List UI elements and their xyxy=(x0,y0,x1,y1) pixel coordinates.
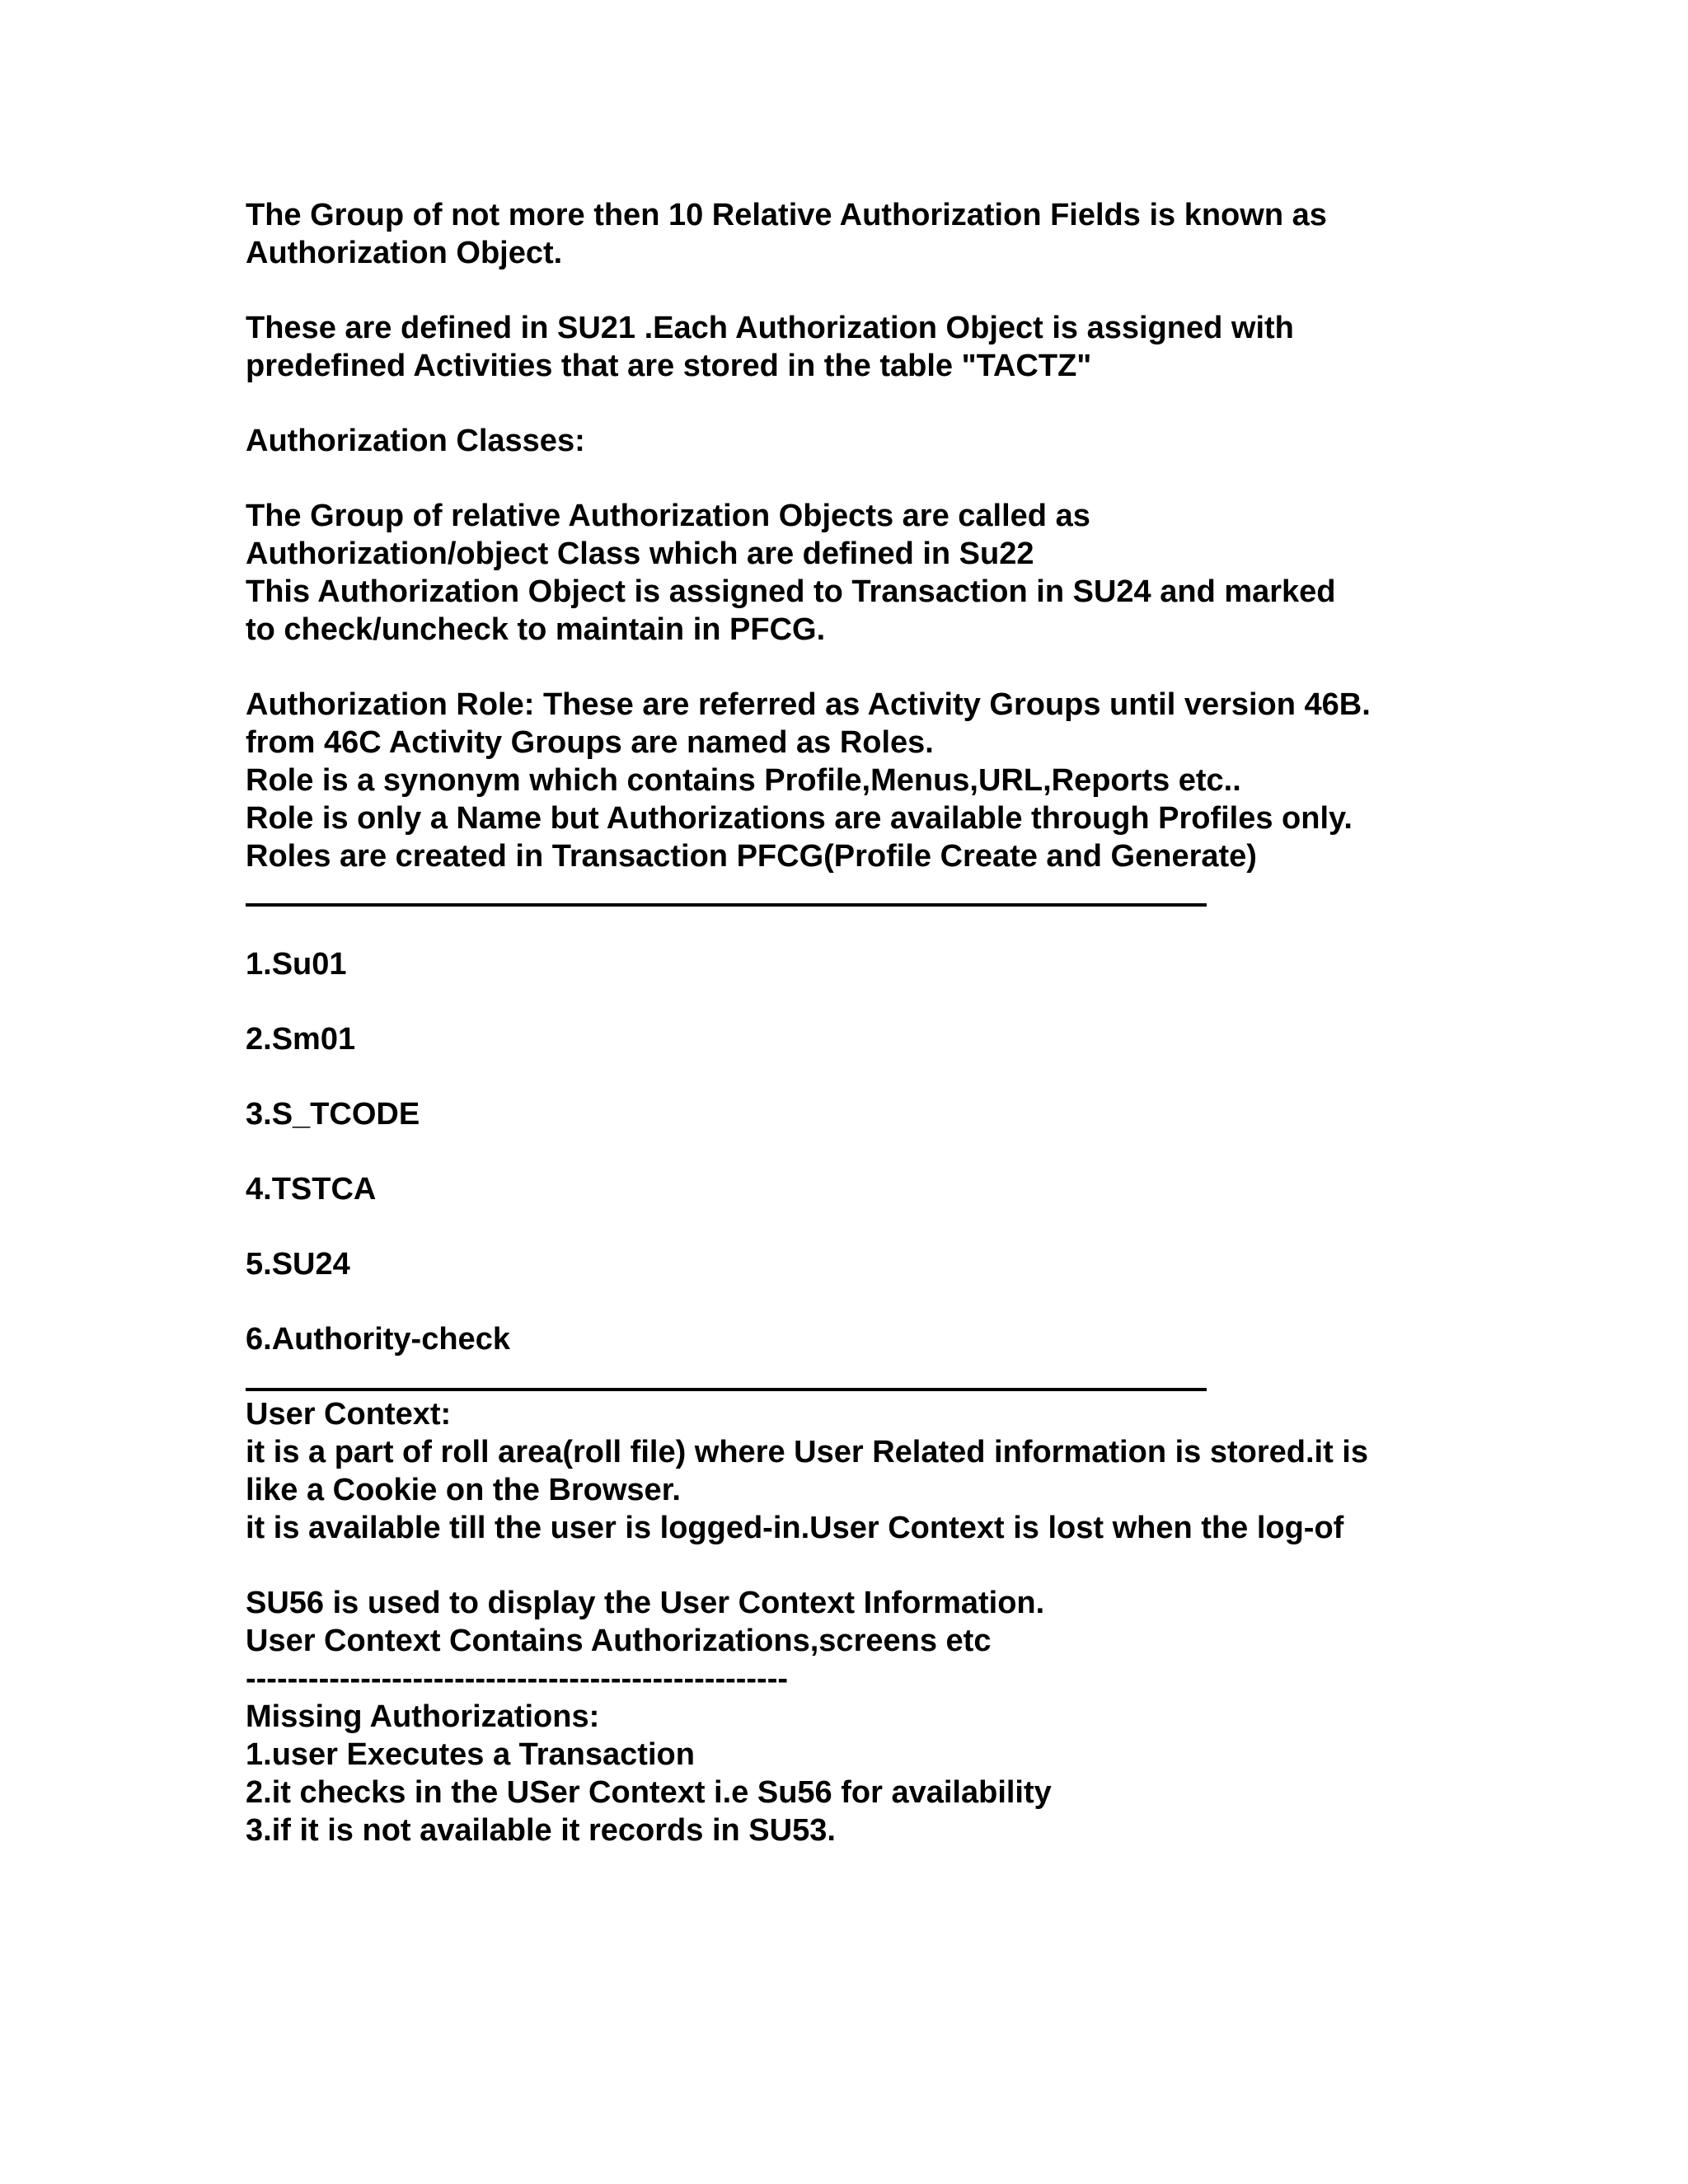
paragraph-line: Roles are created in Transaction PFCG(Profile Create and Generate) xyxy=(246,839,1257,874)
horizontal-rule xyxy=(246,903,1207,907)
paragraph-line: predefined Activities that are stored in the table "TACTZ" xyxy=(246,349,1092,383)
section-heading: User Context: xyxy=(246,1397,452,1432)
list-item: 2.it checks in the USer Context i.e Su56 for availability xyxy=(246,1775,1052,1810)
list-item: 1.user Executes a Transaction xyxy=(246,1737,695,1772)
list-item: 1.Su01 xyxy=(246,947,347,982)
paragraph-line: like a Cookie on the Browser. xyxy=(246,1473,681,1507)
list-item: 4.TSTCA xyxy=(246,1172,377,1207)
paragraph-line: The Group of relative Authorization Objects are called as xyxy=(246,499,1090,533)
paragraph-line: it is available till the user is logged-in.User Context is lost when the log-of xyxy=(246,1511,1344,1545)
horizontal-rule xyxy=(246,1388,1207,1391)
paragraph-line: SU56 is used to display the User Context Information. xyxy=(246,1586,1045,1620)
paragraph-line: from 46C Activity Groups are named as Roles. xyxy=(246,725,934,760)
list-item: 5.SU24 xyxy=(246,1247,350,1282)
paragraph-line: User Context Contains Authorizations,screens etc xyxy=(246,1624,992,1658)
list-item: 3.S_TCODE xyxy=(246,1097,420,1132)
paragraph-line: Authorization/object Class which are defined in Su22 xyxy=(246,537,1034,571)
paragraph-line: Authorization Role: These are referred as Activity Groups until version 46B. xyxy=(246,687,1371,722)
section-heading: Authorization Classes: xyxy=(246,424,585,458)
dash-separator: ---------------------------------------------------- xyxy=(246,1661,789,1696)
paragraph-line: Role is only a Name but Authorizations are available through Profiles only. xyxy=(246,801,1353,836)
paragraph-line: it is a part of roll area(roll file) where User Related information is stored.it is xyxy=(246,1435,1368,1469)
paragraph-line: These are defined in SU21 .Each Authorization Object is assigned with xyxy=(246,311,1294,345)
paragraph-line: Authorization Object. xyxy=(246,236,563,270)
paragraph-line: to check/uncheck to maintain in PFCG. xyxy=(246,612,826,647)
paragraph-line: The Group of not more then 10 Relative Authorization Fields is known as xyxy=(246,198,1327,232)
paragraph-line: Role is a synonym which contains Profile,Menus,URL,Reports etc.. xyxy=(246,763,1241,798)
paragraph-line: This Authorization Object is assigned to Transaction in SU24 and marked xyxy=(246,574,1336,609)
section-heading: Missing Authorizations: xyxy=(246,1699,600,1734)
list-item: 6.Authority-check xyxy=(246,1322,510,1357)
list-item: 3.if it is not available it records in SU53. xyxy=(246,1813,836,1848)
list-item: 2.Sm01 xyxy=(246,1022,356,1057)
